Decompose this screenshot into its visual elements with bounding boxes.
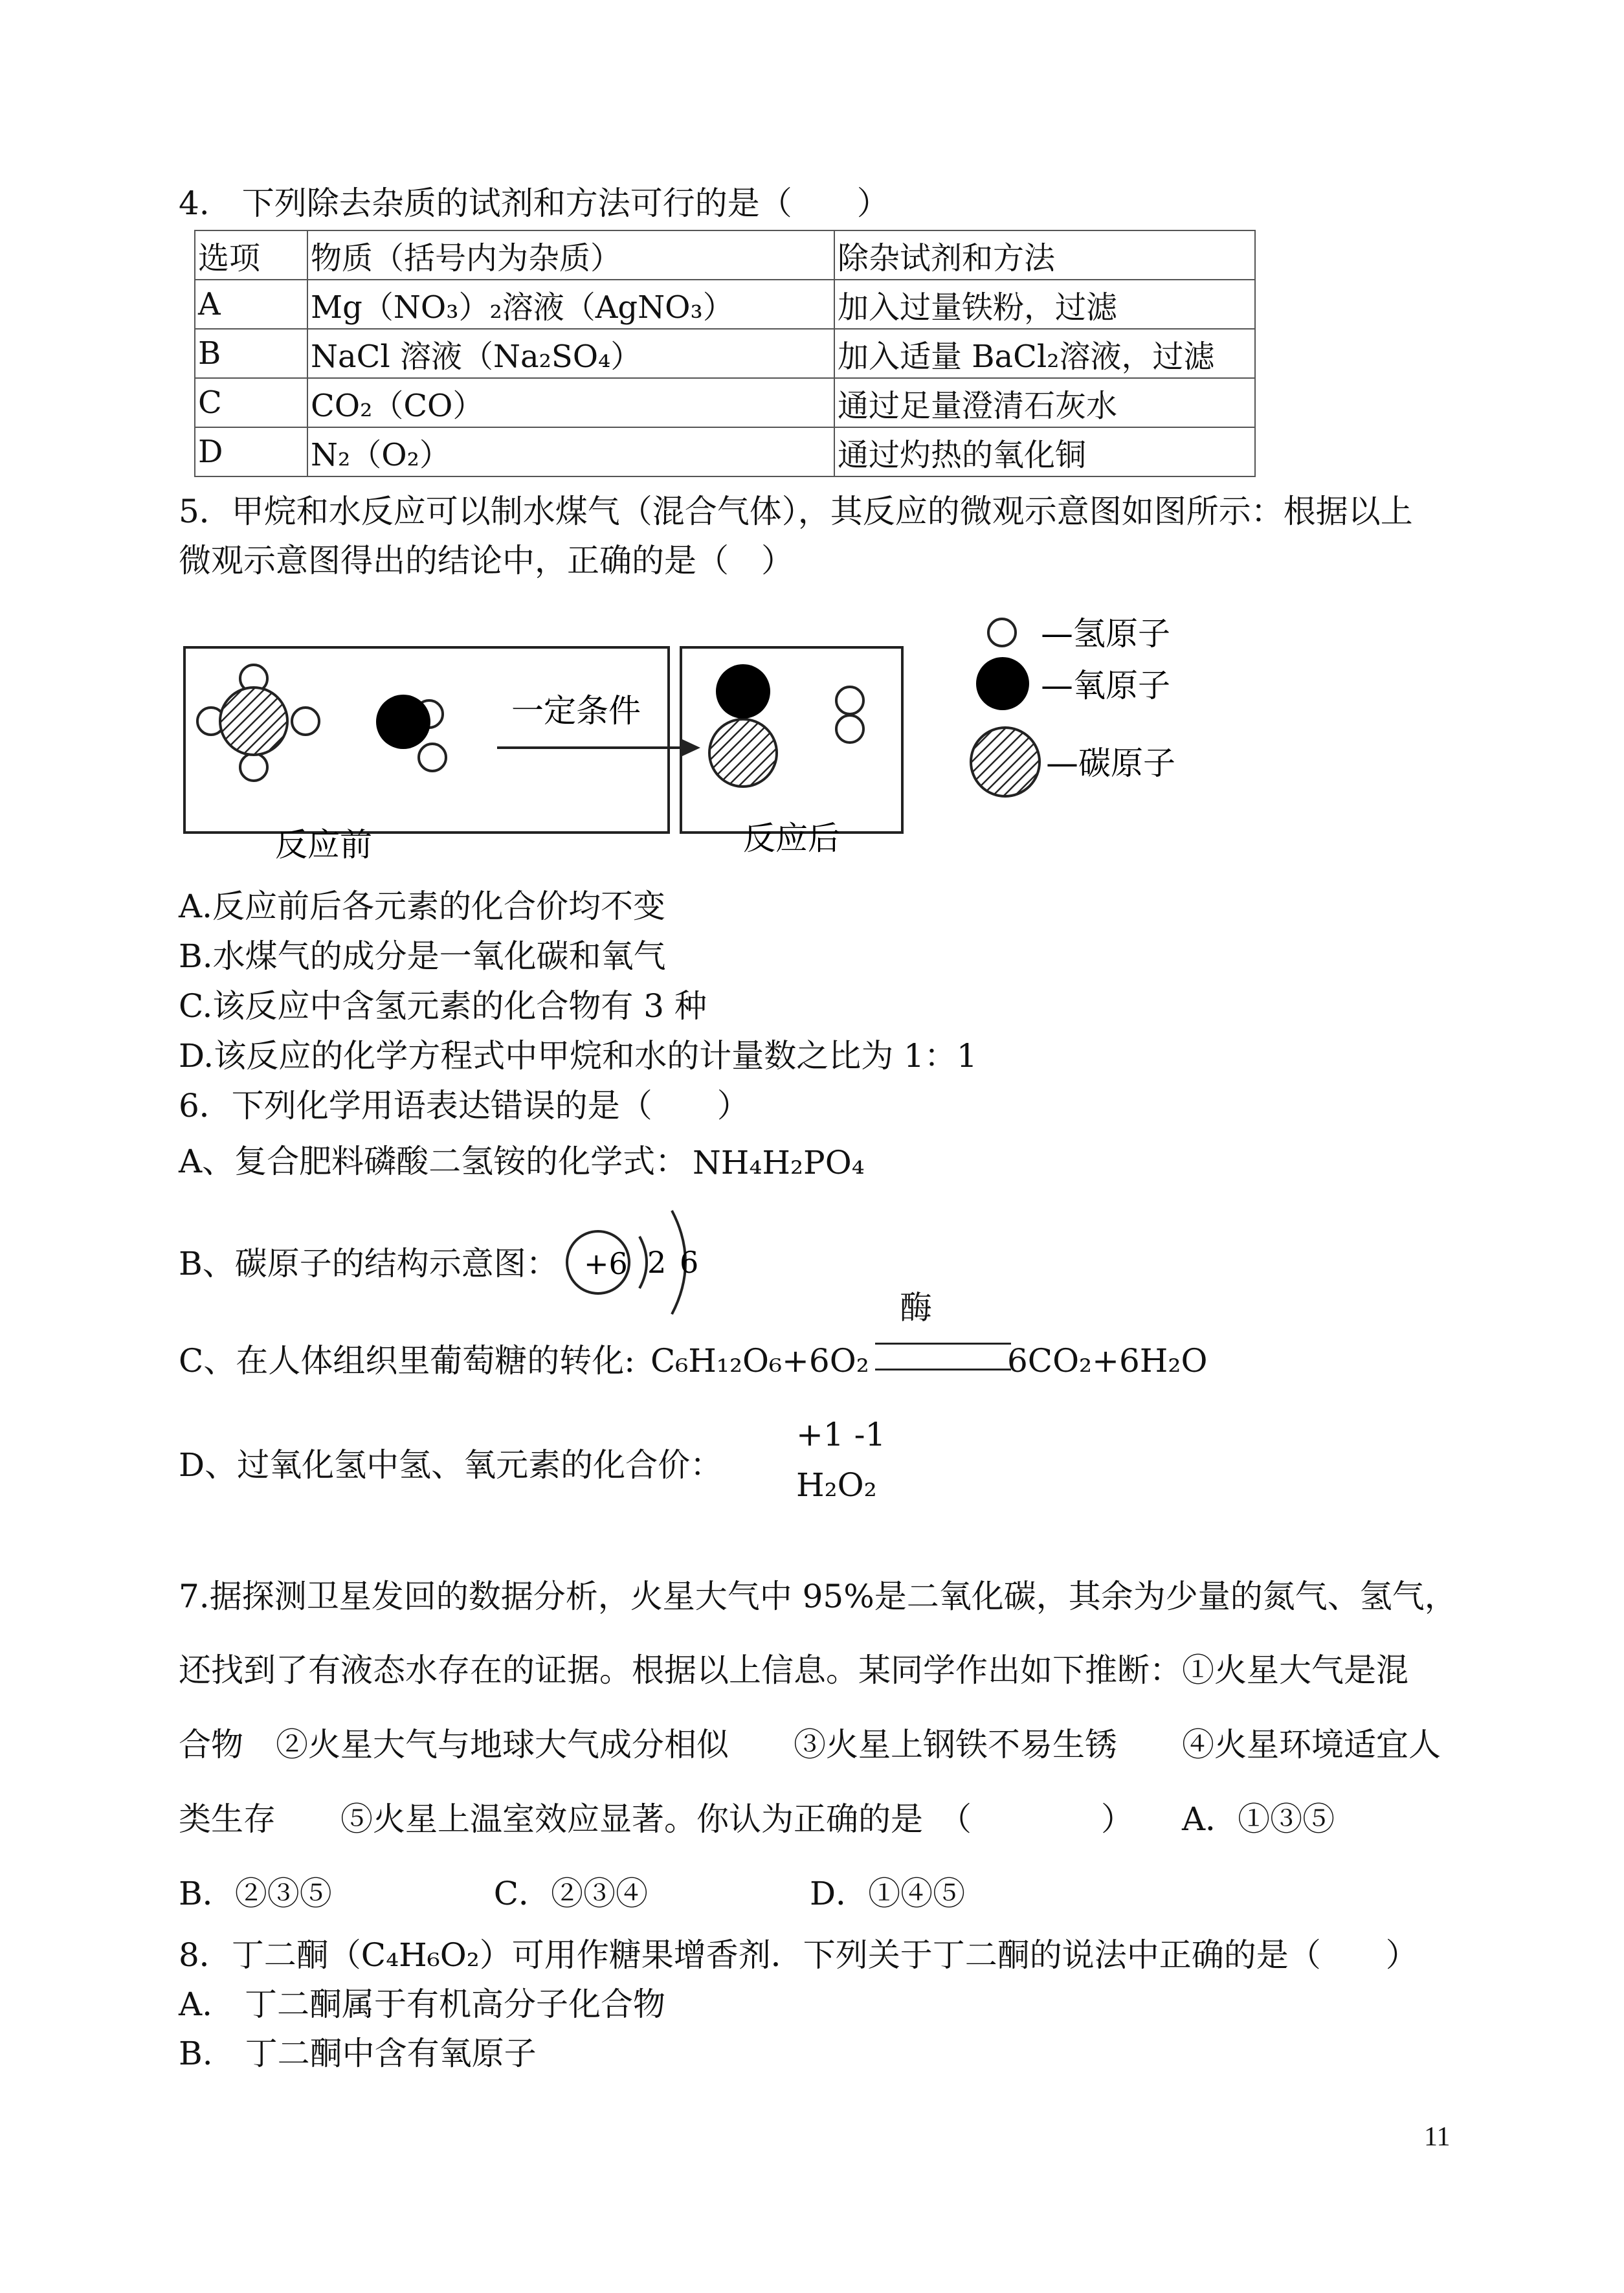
shell-1-electrons: 2	[647, 1245, 667, 1280]
table-row	[195, 329, 1255, 378]
co-molecule	[709, 664, 777, 787]
water-molecule	[376, 695, 446, 771]
q6-c-reactants: C₆H₁₂O₆+6O₂	[651, 1342, 869, 1380]
q8-stem: 8．丁二酮（C₄H₆O₂）可用作糖果增香剂．下列关于丁二酮的说法中正确的是（ ）	[179, 1936, 1418, 1974]
reaction-diagram	[175, 602, 1236, 874]
q7-line5: B．②③⑤ C．②③④ D．①④⑤	[179, 1875, 966, 1912]
q5-stem-line2: 微观示意图得出的结论中，正确的是（ ）	[179, 542, 794, 579]
q8-option-b: B. 丁二酮中含有氧原子	[179, 2035, 537, 2072]
table-cell: D	[195, 427, 307, 476]
hydrogen-legend-icon	[988, 619, 1016, 646]
page-number: 11	[1424, 2122, 1451, 2152]
nucleus-charge: +6	[584, 1246, 628, 1281]
q6-option-c: C、在人体组织里葡萄糖的转化:	[179, 1342, 636, 1380]
carbon-legend-label: —碳原子	[1046, 744, 1175, 782]
before-label: 反应前	[275, 826, 372, 864]
equation-line-bottom	[875, 1369, 1011, 1370]
carbon-legend-icon	[971, 728, 1040, 796]
shell-2-electrons: 6	[680, 1245, 699, 1280]
q8-option-a: A. 丁二酮属于有机高分子化合物	[179, 1985, 666, 2023]
q5-option-a: A.反应前后各元素的化合价均不变	[179, 888, 666, 925]
table-row	[195, 280, 1255, 329]
equation-line-top	[875, 1343, 1011, 1345]
table-cell: 加入过量铁粉，过滤	[834, 280, 1255, 329]
table-header-cell: 物质（括号内为杂质）	[307, 230, 834, 280]
table-header-row	[195, 230, 1255, 280]
q6-c-condition: 酶	[900, 1289, 932, 1326]
q5-option-b: B.水煤气的成分是一氧化碳和氧气	[179, 937, 666, 975]
electron-shell-1	[640, 1236, 647, 1288]
table-header-cell: 选项	[195, 230, 307, 280]
q6-option-a-formula: NH₄H₂PO₄	[693, 1144, 865, 1181]
q5-option-c: C.该反应中含氢元素的化合物有 3 种	[179, 987, 707, 1025]
carbon-atom-structure-diagram	[563, 1198, 718, 1327]
table-row	[195, 427, 1255, 476]
after-label: 反应后	[743, 820, 840, 857]
oxygen-legend-label: —氧原子	[1041, 667, 1170, 704]
q4-stem: 4. 下列除去杂质的试剂和方法可行的是（ ）	[179, 185, 889, 222]
q6-d-valences: +1 -1	[796, 1416, 886, 1453]
hydrogen-legend-label: —氢原子	[1041, 615, 1170, 653]
q6-d-formula: H₂O₂	[796, 1466, 877, 1504]
arrow-head	[682, 739, 700, 756]
table-cell: Mg（NO₃）₂溶液（AgNO₃）	[307, 280, 834, 329]
table-cell: 加入适量 BaCl₂溶液，过滤	[834, 329, 1255, 378]
table-cell: 通过足量澄清石灰水	[834, 378, 1255, 427]
q7-line2: 还找到了有液态水存在的证据。根据以上信息。某同学作出如下推断：①火星大气是混	[179, 1651, 1408, 1689]
table-cell: C	[195, 378, 307, 427]
table-cell: CO₂（CO）	[307, 378, 834, 427]
h2-molecule	[836, 687, 863, 743]
q5-stem-line1: 5．甲烷和水反应可以制水煤气（混合气体），其反应的微观示意图如图所示：根据以上	[179, 493, 1413, 530]
table-header-cell: 除杂试剂和方法	[834, 230, 1255, 280]
q7-line4: 类生存 ⑤火星上温室效应显著。你认为正确的是 （ ） A．①③⑤	[179, 1800, 1335, 1838]
q5-option-d: D.该反应的化学方程式中甲烷和水的计量数之比为 1：1	[179, 1037, 977, 1075]
table-cell: NaCl 溶液（Na₂SO₄）	[307, 329, 834, 378]
table-cell: 通过灼热的氧化铜	[834, 427, 1255, 476]
q4-table	[194, 230, 1256, 477]
oxygen-legend-icon	[976, 657, 1029, 710]
q6-option-d: D、过氧化氢中氢、氧元素的化合价：	[179, 1446, 723, 1484]
methane-molecule	[197, 665, 319, 781]
q6-option-a: A、复合肥料磷酸二氢铵的化学式：	[179, 1143, 688, 1180]
q6-c-products: 6CO₂+6H₂O	[1007, 1342, 1208, 1380]
q7-line1: 7.据探测卫星发回的数据分析，火星大气中 95%是二氧化碳，其余为少量的氮气、氢气，	[179, 1578, 1457, 1615]
q7-line3: 合物 ②火星大气与地球大气成分相似 ③火星上钢铁不易生锈 ④火星环境适宜人	[179, 1726, 1441, 1763]
table-cell: B	[195, 329, 307, 378]
table-cell: N₂（O₂）	[307, 427, 834, 476]
q6-option-b: B、碳原子的结构示意图：	[179, 1245, 559, 1282]
q6-stem: 6．下列化学用语表达错误的是（ ）	[179, 1087, 750, 1124]
table-row	[195, 378, 1255, 427]
table-cell: A	[195, 280, 307, 329]
arrow-condition-label: 一定条件	[511, 692, 641, 730]
